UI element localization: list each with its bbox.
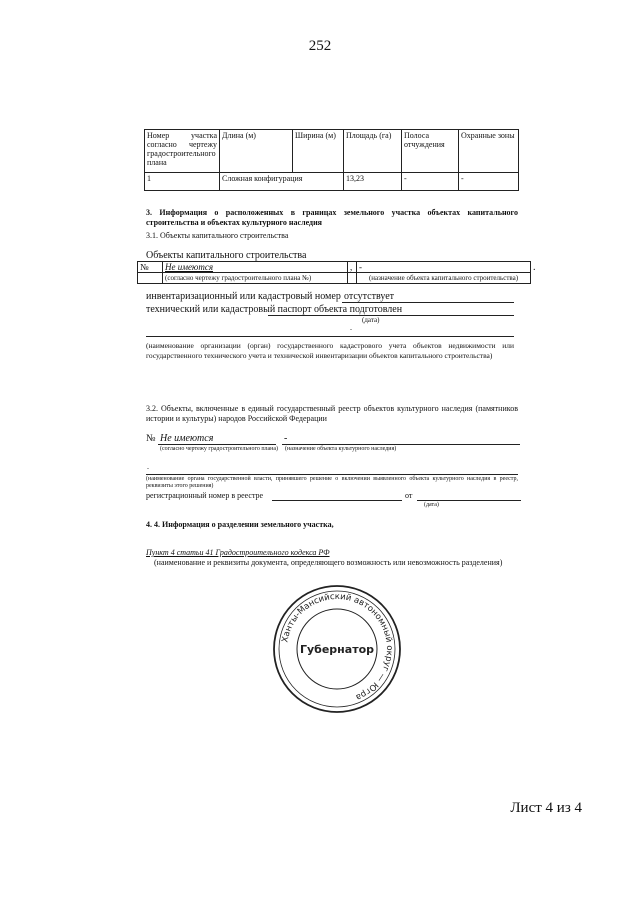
registry-date-underline	[417, 500, 521, 501]
cap-dash: -	[357, 262, 531, 273]
header-length: Длина (м)	[220, 130, 293, 173]
inventory-label: инвентаризационный или кадастровый номер	[146, 291, 341, 302]
registry-from: от	[405, 491, 413, 500]
plot-table	[144, 129, 519, 191]
seal-center-text: Губернатор	[299, 643, 375, 656]
header-protection-zones: Охранные зоны	[459, 130, 519, 173]
cult-org-underline	[146, 474, 518, 475]
seal-ring-text: Ханты-Мансийский автономный округ — Югра	[280, 591, 395, 703]
cell-protection-zones: -	[459, 173, 519, 191]
inventory-underline	[342, 302, 514, 303]
cult-number-sign: №	[146, 433, 156, 444]
org-underline	[146, 336, 514, 337]
cap-caption-left: (согласно чертежу градостроительного плана №)	[163, 273, 348, 284]
passport-underline	[268, 315, 514, 316]
cult-value: Не имеются	[160, 433, 214, 444]
cap-number-sign: №	[138, 262, 163, 273]
header-exclusion-strip: Полоса отчуждения	[402, 130, 459, 173]
capital-objects-heading: Объекты капитального строительства	[146, 250, 307, 261]
section-4-document: Пункт 4 статьи 41 Градостроительного кодекса РФ	[146, 548, 330, 557]
cap-dot: .	[533, 262, 536, 273]
table-row	[145, 173, 519, 191]
capital-objects-table	[137, 261, 531, 284]
passport-label: технический или кадастровый паспорт объекта подготовлен	[146, 304, 403, 315]
cult-value-underline	[158, 444, 276, 445]
table-row	[138, 273, 531, 284]
cap-value: Не имеются	[163, 262, 348, 273]
section-3-1-title: 3.1. Объекты капитального строительства	[146, 231, 289, 240]
sheet-label: Лист 4 из 4	[510, 800, 582, 816]
table-header-row	[145, 130, 519, 173]
section-3-2-title: 3.2. Объекты, включенные в единый государственный реестр объектов культурного наследия (памятников истории и культуры) народов Российской Федерации	[146, 404, 518, 423]
governor-seal	[271, 583, 403, 715]
registry-date-caption: (дата)	[424, 502, 439, 508]
org-caption: (наименование организации (орган) государственного кадастрового учета объектов недвижимости или государственного технического учета и технической инвентаризации объектов капитального строительства)	[146, 341, 514, 360]
cell-area: 13,23	[344, 173, 402, 191]
registry-label: регистрационный номер в реестре	[146, 491, 264, 500]
cult-org-caption: (наименование органа государственной власти, принявшего решение о включении выявленного объекта культурного наследия в реестр, реквизиты этого решения)	[146, 476, 518, 489]
cell-plot-number: 1	[145, 173, 220, 191]
header-plot-number: Номер участка согласно чертежу градостроительного плана	[145, 130, 220, 173]
cult-caption-left: (согласно чертежу градостроительного плана)	[160, 446, 279, 452]
section-4-title: 4. 4. Информация о разделении земельного участка,	[146, 520, 334, 529]
cell-length: Сложная конфигурация	[220, 173, 344, 191]
inventory-value: отсутствует	[344, 291, 395, 302]
date-caption: (дата)	[362, 316, 380, 324]
section-3-title: 3. Информация о расположенных в границах земельного участка объектах капитального строительства и объектах культурного наследия	[146, 208, 518, 227]
dash-small: -	[350, 327, 352, 333]
section-4-document-caption: (наименование и реквизиты документа, определяющего возможность или невозможность разделения)	[154, 558, 503, 567]
cult-dash-2: -	[147, 466, 149, 472]
cult-purpose-underline	[282, 444, 520, 445]
cult-dash: -	[284, 433, 288, 444]
table-row	[138, 262, 531, 273]
cell-exclusion-strip: -	[402, 173, 459, 191]
cult-caption-right: (назначение объекта культурного наследия)	[285, 446, 397, 452]
registry-underline	[272, 500, 402, 501]
cap-caption-right: (назначение объекта капитального строительства)	[357, 273, 531, 284]
page-number: 252	[308, 38, 332, 54]
header-width: Ширина (м)	[293, 130, 344, 173]
header-area: Площадь (га)	[344, 130, 402, 173]
cap-comma: ,	[348, 262, 357, 273]
